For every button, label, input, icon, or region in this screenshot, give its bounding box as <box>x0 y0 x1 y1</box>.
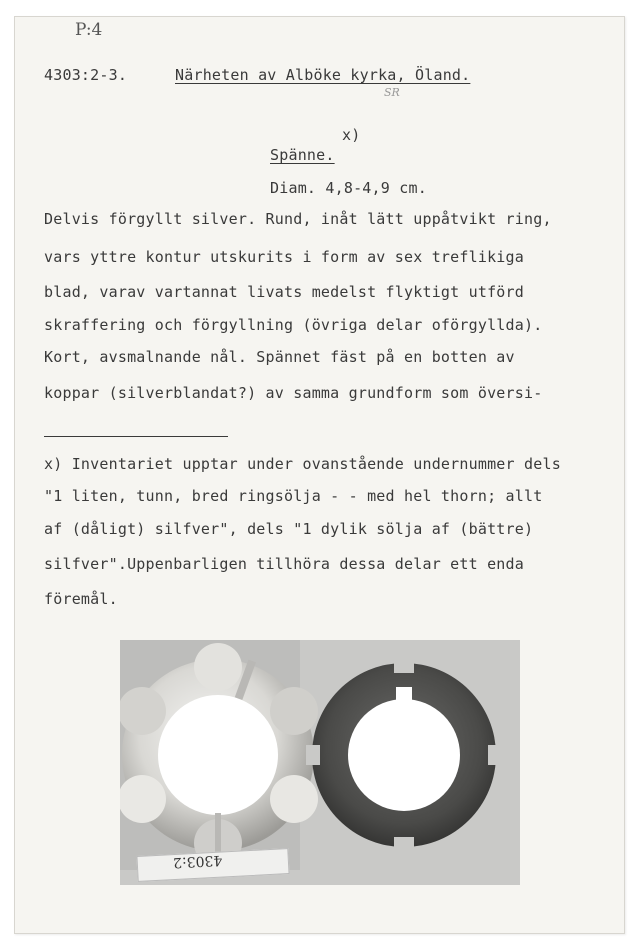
footnote-line: "1 liten, tunn, bred ringsölja - - med hel thorn; allt <box>44 487 543 505</box>
footnote-mark: x) <box>342 126 361 144</box>
footnote-separator <box>44 436 228 437</box>
catalog-number: 4303:2-3. <box>44 66 128 84</box>
page-mark: P:4 <box>75 20 103 40</box>
location-heading: Närheten av Alböke kyrka, Öland. <box>175 66 471 84</box>
brooch-image <box>120 640 520 885</box>
description-line: blad, varav vartannat livats medelst flyktigt utförd <box>44 283 524 301</box>
footnote-line: silfver".Uppenbarligen tillhöra dessa delar ett enda <box>44 555 524 573</box>
photo-label: 4303:2 <box>172 851 223 871</box>
description-line: vars yttre kontur utskurits i form av sex treflikiga <box>44 248 524 266</box>
description-line: Kort, avsmalnande nål. Spännet fäst på en botten av <box>44 348 515 366</box>
description-line: koppar (silverblandat?) av samma grundform som översi- <box>44 384 543 402</box>
footnote-line: af (dåligt) silfver", dels "1 dylik sölja af (bättre) <box>44 520 534 538</box>
description-line: skraffering och förgyllning (övriga delar oförgyllda). <box>44 316 543 334</box>
dimensions: Diam. 4,8-4,9 cm. <box>270 179 427 197</box>
object-name: Spänne. <box>270 146 335 164</box>
artifact-photo <box>120 640 520 885</box>
footnote-line: x) Inventariet upptar under ovanstående undernummer dels <box>44 455 561 473</box>
handwritten-annotation: SR <box>384 86 400 99</box>
description-line: Delvis förgyllt silver. Rund, inåt lätt uppåtvikt ring, <box>44 210 552 228</box>
footnote-line: föremål. <box>44 590 118 608</box>
